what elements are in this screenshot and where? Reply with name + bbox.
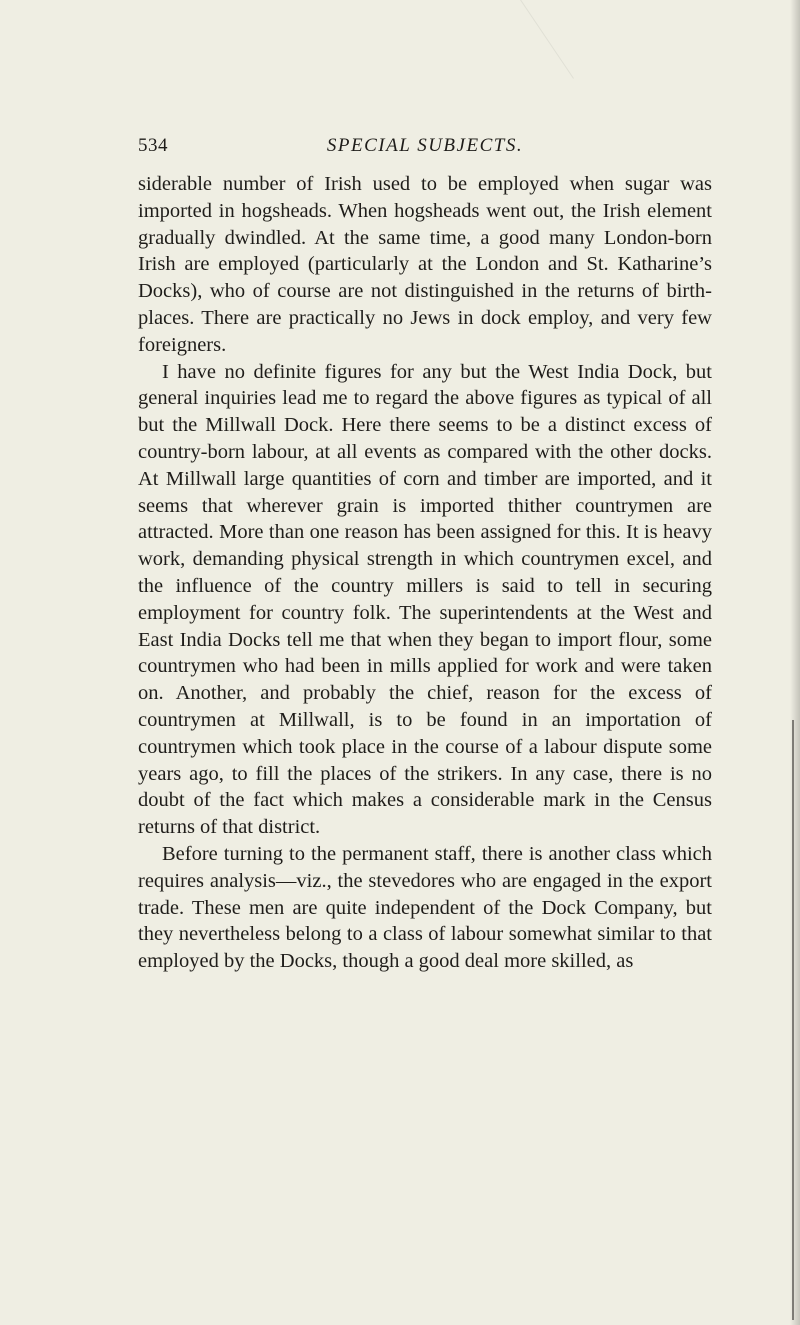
running-head: SPECIAL SUBJECTS.: [326, 135, 524, 156]
paper-crease: [520, 0, 574, 79]
page-edge-line: [792, 720, 794, 1320]
page-number: 534: [138, 135, 168, 156]
page-header: [138, 133, 712, 159]
paragraph: siderable number of Irish used to be employed when sugar was imported in hogsheads. When hogsheads went out, the Irish element gradually dwindled. At the same time, a good many London-born Irish are employed (particularly at the London and St. Katharine’s Docks), who of course are not distinguished in the returns of birth-places. There are practically no Jews in dock employ, and very few foreigners.: [138, 173, 712, 356]
paragraph: I have no definite figures for any but the West India Dock, but general inquiries lead me to regard the above figures as typical of all but the Millwall Dock. Here there seems to be a distinct excess of country-born labour, at all events as compared with the other docks. At Millwall large quantities of corn and timber are imported, and it seems that wherever grain is imported thither countrymen are attracted. More than one reason has been assigned for this. It is heavy work, demanding physical strength in which countrymen excel, and the influence of the country millers is said to tell in securing employment for country folk. The superintendents at the West and East India Docks tell me that when they began to import flour, some countrymen who had been in mills applied for work and were taken on. Another, and probably the chief, reason for the excess of countrymen at Millwall, is to be found in an importation of countrymen which took place in the course of a labour dispute some years ago, to fill the places of the strikers. In any case, there is no doubt of the fact which makes a considerable mark in the Census returns of that district.: [138, 360, 712, 839]
paragraph: Before turning to the permanent staff, there is another class which requires analysis—viz., the stevedores who are engaged in the export trade. These men are quite independent of the Dock Company, but they nevertheless belong to a class of labour somewhat similar to that employed by the Docks, though a good deal more skilled, as: [138, 842, 712, 973]
body-text: [138, 171, 712, 975]
